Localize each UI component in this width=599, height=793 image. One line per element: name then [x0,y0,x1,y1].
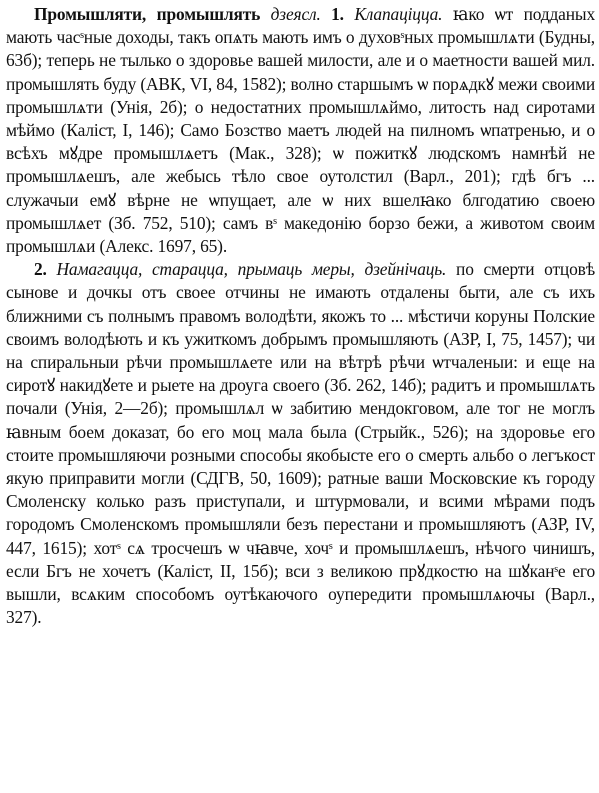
sense-gloss-2: Намагацца, старацца, прымаць меры, дзейнічаць. [56,259,447,280]
headword: Промышляти, промышлять [34,4,261,24]
sense-number-2: 2. [34,259,47,280]
sense-gloss-1: Клапаціцца. [354,4,443,24]
sense-text-2: по смерти отцовѣ сынове и дочкы отъ своее отчины не имають отдалены быти, але съ ихъ ближними съ полнымъ правомъ володѣти, якожъ то ... мѣстичи коруны Полские своимъ володѣють и къ ужиткомъ добрымъ промышляють (АЗР, I, 75, 1457); чи на спиральныи рѣчи промышлѧете или на вѣтрѣ рѣчи ѡтчаленыи: и еще на сиротꙋ накидꙋете и рыете на дроуга своего (Зб. 262, 14б); радитъ и промышлѧть почали (Унія, 2—2б); промышлѧл ѡ забитию мендокговом, але тог не моглъ ꙗвным боем доказат, бо его моц мала была (Стрыйк., 526); на здоровье его стоите промышляючи розными способы якобысте его о смерть альбо о легъкост якую приправити могли (СДГВ, 50, 1609); ратные ваши Московские къ городу Смоленску колько разъ приступали, и штурмовали, и всими мѣрами подъ городомъ Смоленскомъ промышляли безъ перестани и промышляютъ (АЗР, IV, 447, 1615); хотˢ сѧ тросчешъ ѡ чꙗвче, хочˢ и промышлѧешъ, нѣчого чинишъ, если Бгъ не хочетъ (Каліст, II, 15б); вси з великою прꙋдкостю на шꙋканˢе его вышли, всѧким способомъ оутѣкаючого оупередити промышлѧючы (Варл., 327). [6,259,595,628]
entry-sense-1 [6,3,595,258]
sense-number-1: 1. [331,4,344,24]
sense-text-1: ꙗко ѡт подданых мають часˢные доходы, такъ опѧть мають имъ о духовˢных промышлѧти (Будны, 63б); теперь не тылько о здоровье вашей милости, але и о маетности вашей мил. промышлять буду (АВК, VI, 84, 1582); волно старшымъ ѡ порѧдкꙋ межи своими промышлѧти (Унія, 2б); о недостатних промышлѧймо, литость над сиротами мѣймо (Каліст, I, 146); Само Бозство маетъ людей на пилномъ ѡпатренью, и о всѣхъ мꙋдре промышлѧетъ (Мак., 328); ѡ пожиткꙋ людскомъ намнѣй не промышлѧешъ, але жебысь тѣло свое оутолстил (Варл., 201); гдѣ бгъ ... служачыи емꙋ вѣрне не ѡпущает, але ѡ них вшелꙗко блгодатию своею промышлѧет (Зб. 752, 510); самъ вˢ македонію борзо бежи, а животом своим промышлѧи (Алекс. 1697, 65). [6,4,595,257]
entry-sense-2 [6,258,595,629]
part-of-speech: дзеясл. [270,4,321,24]
